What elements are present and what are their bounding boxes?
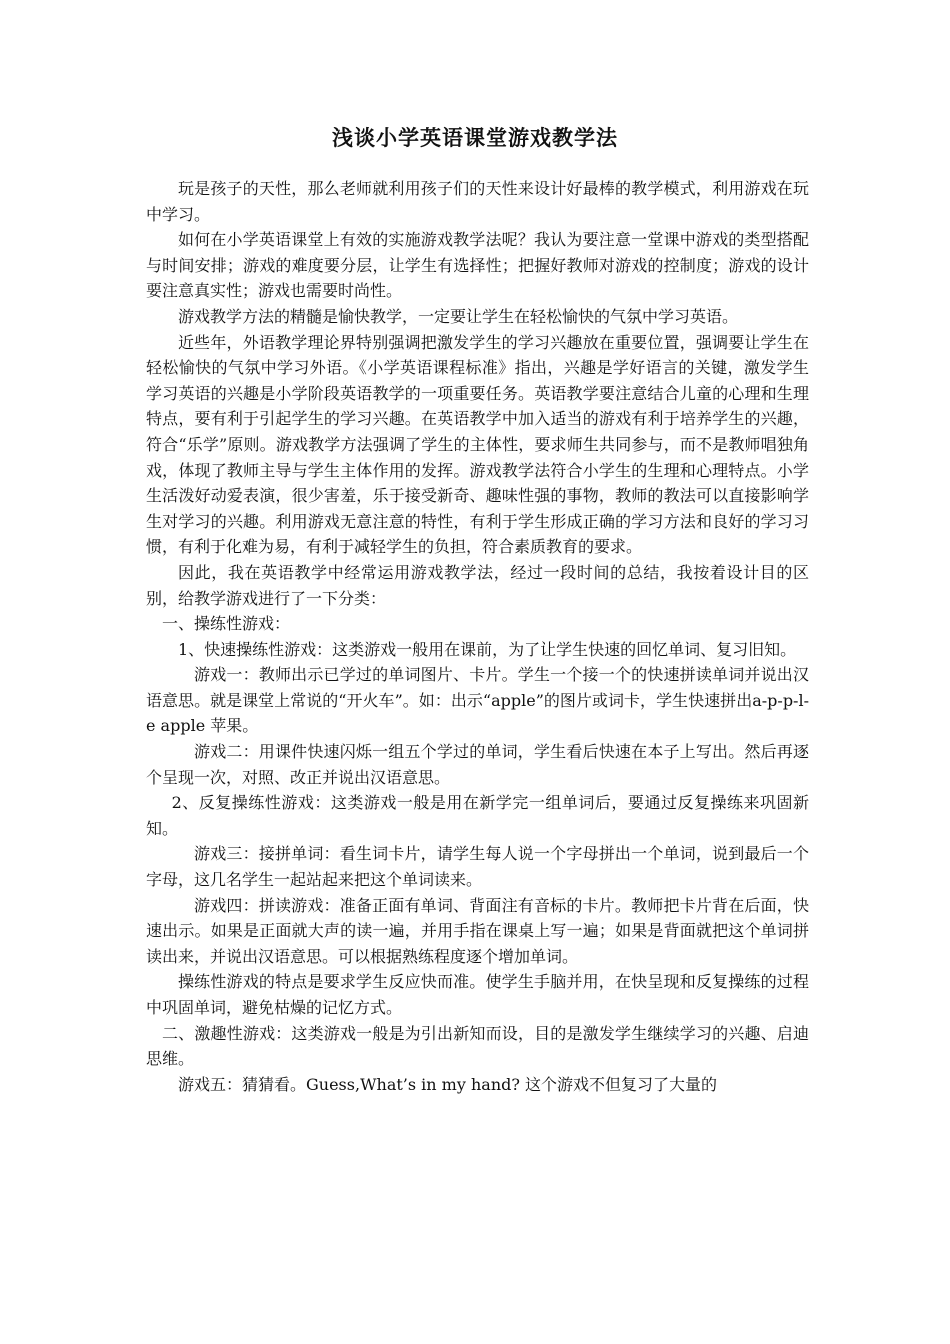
document-title: 浅谈小学英语课堂游戏教学法 bbox=[332, 125, 618, 150]
paragraph-classification: 因此，我在英语教学中经常运用游戏教学法，经过一段时间的总结，我按着设计目的区别，给教学游戏进行了一下分类： bbox=[146, 562, 809, 608]
document-body bbox=[146, 176, 809, 1097]
subheading-fast-practice: 1、快速操练性游戏：这类游戏一般用在课前，为了让学生快速的回忆单词、复习旧知。 bbox=[178, 639, 797, 659]
paragraph-intro: 玩是孩子的天性，那么老师就利用孩子们的天性来设计好最棒的教学模式，利用游戏在玩中学习。 bbox=[146, 179, 809, 224]
subheading-repeat-practice: 2、反复操练性游戏：这类游戏一般是用在新学完一组单词后，要通过反复操练来巩固新知。 bbox=[146, 793, 809, 838]
paragraph-game-three: 游戏三：接拼单词：看生词卡片，请学生每人说一个字母拼出一个单词，说到最后一个字母，这几名学生一起站起来把这个单词读来。 bbox=[146, 844, 809, 890]
heading-interest-games: 二、激趣性游戏：这类游戏一般是为引出新知而设，目的是激发学生继续学习的兴趣、启迪思维。 bbox=[146, 1023, 809, 1069]
paragraph-essence: 游戏教学方法的精髓是愉快教学，一定要让学生在轻松愉快的气氛中学习英语。 bbox=[178, 306, 739, 326]
paragraph-game-one: 游戏一：教师出示已学过的单词图片、卡片。学生一个接一个的快速拼读单词并说出汉语意思。就是课堂上常说的“开火车”。如：出示“apple”的图片或词卡，学生快速拼出a-p-p-l-e apple 苹果。 bbox=[146, 665, 809, 736]
paragraph-game-two: 游戏二：用课件快速闪烁一组五个学过的单词，学生看后快速在本子上写出。然后再逐个呈现一次，对照、改正并说出汉语意思。 bbox=[146, 742, 809, 787]
paragraph-practice-summary: 操练性游戏的特点是要求学生反应快而准。使学生手脑并用，在快呈现和反复操练的过程中巩固单词，避免枯燥的记忆方式。 bbox=[146, 972, 809, 1017]
paragraph-game-five: 游戏五：猜猜看。Guess,What’s in my hand? 这个游戏不但复习了大量的 bbox=[178, 1074, 718, 1094]
paragraph-theory: 近些年，外语教学理论界特别强调把激发学生的学习兴趣放在重要位置，强调要让学生在轻松愉快的气氛中学习外语。《小学英语课程标准》指出，兴趣是学好语言的关键，激发学生学习英语的兴趣是小学阶段英语教学的一项重要任务。英语教学要注意结合儿童的心理和生理特点，要有利于引起学生的学习兴趣。在英语教学中加入适当的游戏有利于培养学生的兴趣，符合“乐学”原则。游戏教学方法强调了学生的主体性，要求师生共同参与，而不是教师唱独角戏，体现了教师主导与学生主体作用的发挥。游戏教学法符合小学生的生理和心理特点。小学生活泼好动爱表演，很少害羞，乐于接受新奇、趣味性强的事物，教师的教法可以直接影响学生对学习的兴趣。利用游戏无意注意的特性，有利于学生形成正确的学习方法和良好的学习习惯，有利于化难为易，有利于减轻学生的负担，符合素质教育的要求。 bbox=[146, 332, 809, 557]
heading-practice-games: 一、操练性游戏： bbox=[162, 614, 291, 634]
paragraph-game-four: 游戏四：拼读游戏：准备正面有单词、背面注有音标的卡片。教师把卡片背在后面，快速出示。如果是正面就大声的读一遍，并用手指在课桌上写一遍；如果是背面就把这个单词拼读出来，并说出汉语意思。可以根据熟练程度逐个增加单词。 bbox=[146, 895, 809, 966]
paragraph-how: 如何在小学英语课堂上有效的实施游戏教学法呢？我认为要注意一堂课中游戏的类型搭配与时间安排；游戏的难度要分层，让学生有选择性；把握好教师对游戏的控制度；游戏的设计要注意真实性；游戏也需要时尚性。 bbox=[146, 230, 809, 301]
